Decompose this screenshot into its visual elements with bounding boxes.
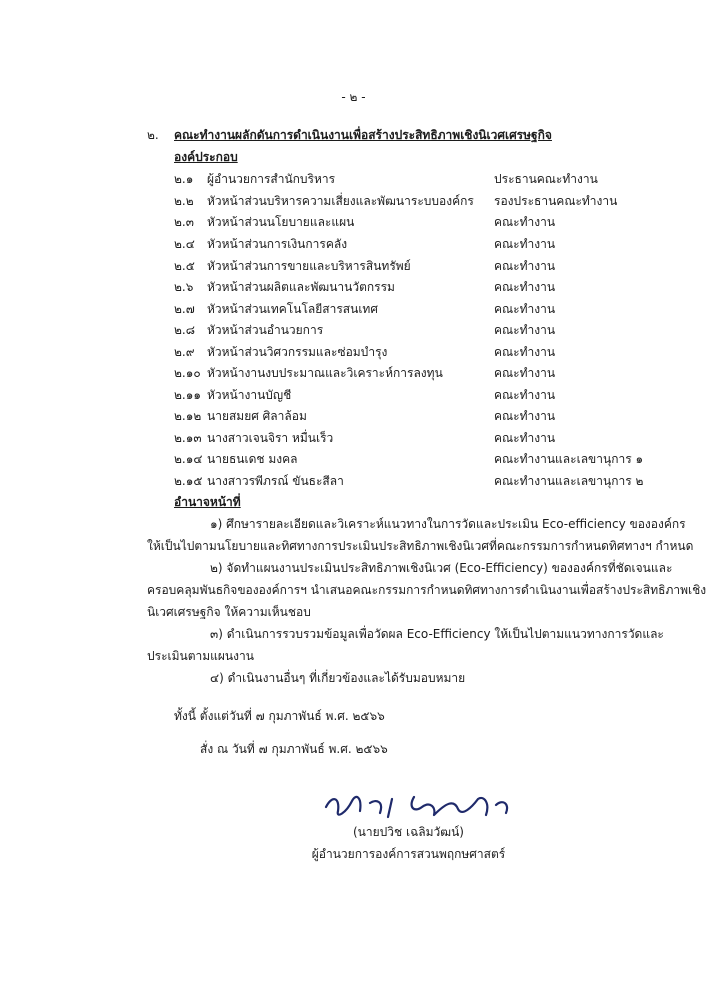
member-number: ๒.๑๐	[174, 366, 201, 380]
member-role: คณะทำงาน	[494, 366, 556, 380]
member-number: ๒.๑	[174, 172, 194, 186]
order-date: สั่ง ณ วันที่ ๗ กุมภาพันธ์ พ.ศ. ๒๕๖๖	[200, 742, 388, 756]
member-name: หัวหน้าส่วนนโยบายและแผน	[207, 215, 355, 229]
member-name: นางสาวรพีภรณ์ ขันธะสีลา	[207, 474, 344, 488]
member-number: ๒.๘	[174, 323, 195, 337]
member-number: ๒.๗	[174, 302, 195, 316]
member-number: ๒.๑๕	[174, 474, 203, 488]
member-role: คณะทำงาน	[494, 280, 556, 294]
effective-date: ทั้งนี้ ตั้งแต่วันที่ ๗ กุมภาพันธ์ พ.ศ. ๒๕๖๖	[174, 709, 385, 723]
member-role: รองประธานคณะทำงาน	[494, 194, 618, 208]
member-role: คณะทำงาน	[494, 259, 556, 273]
duty-item-first-line: ๑) ศึกษารายละเอียดและวิเคราะห์แนวทางในการวัดและประเมิน Eco-efficiency ขององค์กร	[210, 517, 686, 531]
member-role: คณะทำงาน	[494, 215, 556, 229]
member-number: ๒.๑๑	[174, 388, 201, 402]
member-name: หัวหน้างานงบประมาณและวิเคราะห์การลงทุน	[207, 366, 443, 380]
member-name: นายสมยศ ศิลาล้อม	[207, 409, 307, 423]
member-name: หัวหน้าส่วนวิศวกรรมและซ่อมบำรุง	[207, 345, 388, 359]
member-role: คณะทำงาน	[494, 237, 556, 251]
duty-item-continuation: ครอบคลุมพันธกิจขององค์การฯ นำเสนอคณะกรรมการกำหนดทิศทางการดำเนินงานเพื่อสร้างประสิทธิภาพเชิง	[147, 583, 707, 597]
duty-item-first-line: ๓) ดำเนินการรวบรวมข้อมูลเพื่อวัดผล Eco-Efficiency ให้เป็นไปตามแนวทางการวัดและ	[210, 627, 664, 641]
page-number: - ๒ -	[341, 90, 366, 104]
duty-item-continuation: ให้เป็นไปตามนโยบายและทิศทางการประเมินประสิทธิภาพเชิงนิเวศที่คณะกรรมการกำหนดทิศทางฯ กำหนด	[147, 539, 694, 553]
member-name: หัวหน้าส่วนการเงินการคลัง	[207, 237, 348, 251]
member-role: ประธานคณะทำงาน	[494, 172, 598, 186]
member-number: ๒.๑๒	[174, 409, 202, 423]
member-role: คณะทำงาน	[494, 431, 556, 445]
member-number: ๒.๖	[174, 280, 194, 294]
member-number: ๒.๕	[174, 259, 195, 273]
member-name: หัวหน้าส่วนการขายและบริหารสินทรัพย์	[207, 259, 411, 273]
member-number: ๒.๒	[174, 194, 194, 208]
duty-item-first-line: ๒) จัดทำแผนงานประเมินประสิทธิภาพเชิงนิเวศ (Eco-Efficiency) ขององค์กรที่ชัดเจนและ	[210, 561, 673, 575]
member-role: คณะทำงาน	[494, 345, 556, 359]
member-role: คณะทำงาน	[494, 323, 556, 337]
member-number: ๒.๑๓	[174, 431, 202, 445]
member-name: นายธนเดช มงคล	[207, 452, 298, 466]
signer-name: (นายปวิช เฉลิมวัฒน์)	[353, 825, 464, 839]
member-name: หัวหน้าส่วนผลิตและพัฒนานวัตกรรม	[207, 280, 395, 294]
duties-heading: อำนาจหน้าที่	[174, 495, 241, 509]
signature-image	[318, 777, 518, 825]
member-role: คณะทำงาน	[494, 388, 556, 402]
member-name: นางสาวเจนจิรา หมื่นเร็ว	[207, 431, 334, 445]
duty-item-first-line: ๔) ดำเนินงานอื่นๆ ที่เกี่ยวข้องและได้รับมอบหมาย	[210, 671, 466, 685]
section-number: ๒.	[147, 128, 159, 142]
member-name: หัวหน้าส่วนบริหารความเสี่ยงและพัฒนาระบบองค์กร	[207, 194, 474, 208]
member-role: คณะทำงานและเลขานุการ ๒	[494, 474, 644, 488]
member-name: หัวหน้างานบัญชี	[207, 388, 292, 402]
member-name: หัวหน้าส่วนเทคโนโลยีสารสนเทศ	[207, 302, 378, 316]
member-name: ผู้อำนวยการสำนักบริหาร	[207, 172, 336, 186]
member-role: คณะทำงาน	[494, 302, 556, 316]
member-role: คณะทำงาน	[494, 409, 556, 423]
composition-heading: องค์ประกอบ	[174, 150, 238, 164]
signer-title: ผู้อำนวยการองค์การสวนพฤกษศาสตร์	[311, 847, 506, 861]
duty-item-continuation: นิเวศเศรษฐกิจ ให้ความเห็นชอบ	[147, 605, 311, 619]
member-name: หัวหน้าส่วนอำนวยการ	[207, 323, 324, 337]
member-number: ๒.๓	[174, 215, 194, 229]
section-title: คณะทำงานผลักดันการดำเนินงานเพื่อสร้างประสิทธิภาพเชิงนิเวศเศรษฐกิจ	[174, 128, 552, 142]
duty-item-continuation: ประเมินตามแผนงาน	[147, 649, 254, 663]
member-number: ๒.๔	[174, 237, 195, 251]
member-role: คณะทำงานและเลขานุการ ๑	[494, 452, 644, 466]
member-number: ๒.๙	[174, 345, 195, 359]
member-number: ๒.๑๔	[174, 452, 203, 466]
